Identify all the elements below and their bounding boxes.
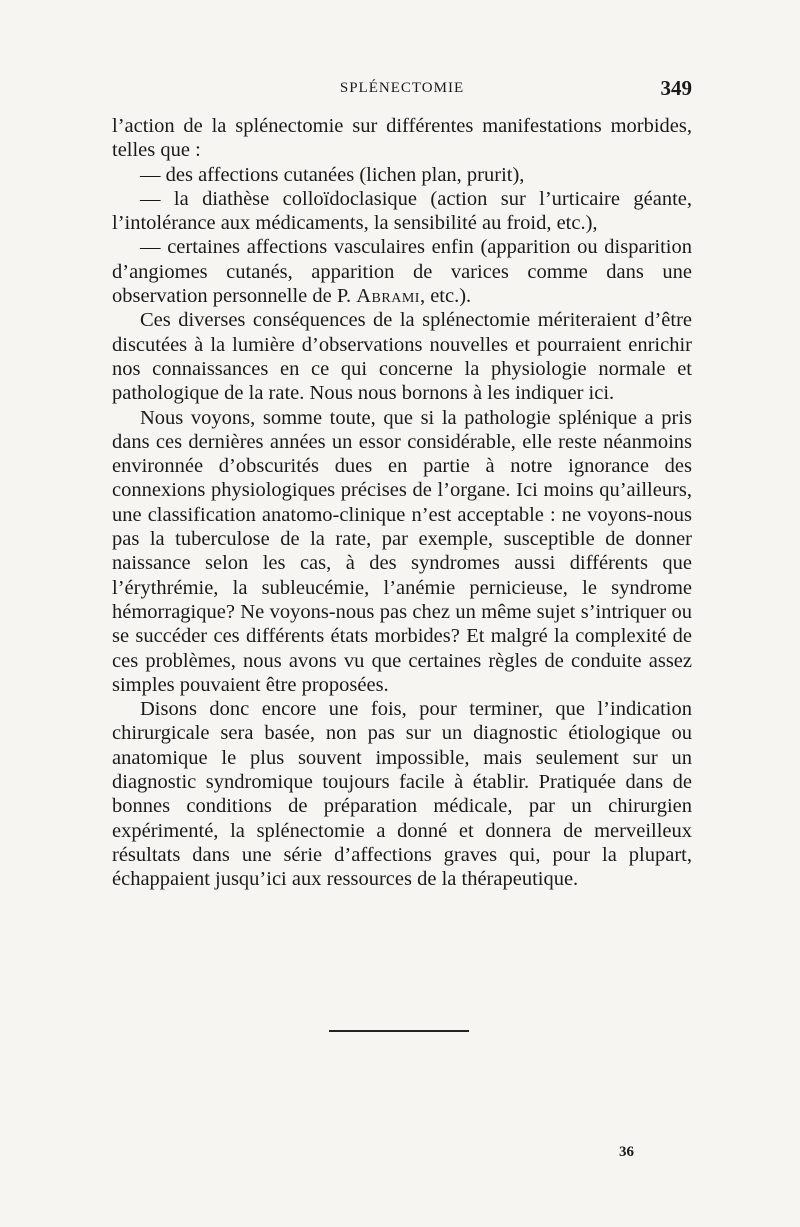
printer-signature: 36 bbox=[619, 1144, 634, 1160]
paragraph-text: , etc.). bbox=[419, 285, 472, 308]
list-item: — la diathèse colloïdoclasique (action sur l’urticaire géante, l’intolérance aux médicaments, la sensibilité au froid, etc.), bbox=[112, 187, 692, 235]
paragraph: Nous voyons, somme toute, que si la pathologie splénique a pris dans ces dernières années un essor considérable, elle reste néanmoins environnée d’obscurités dues en partie à notre ignorance des connexions physiologiques précises de l’organe. Ici moins qu’ailleurs, une classification anatomo-clinique n’est acceptable : ne voyons-nous pas la tuberculose de la rate, par exemple, susceptible de donner naissance selon les cas, à des syndromes aussi différents que l’érythrémie, la subleucémie, l’anémie pernicieuse, le syndrome hémorragique? Ne voyons-nous pas chez un même sujet s’intriquer ou se succéder ces différents états morbides? Et malgré la complexité de ces problèmes, nous avons vu que certaines règles de conduite assez simples pouvaient être proposées. bbox=[112, 406, 692, 696]
list-item bbox=[112, 235, 692, 308]
author-name: Abrami bbox=[356, 285, 420, 308]
paragraph-text: — certaines affections vasculaires enfin (apparition ou disparition d’angiomes cutanés, apparition de varices comme dans une observation personnelle de P. bbox=[112, 236, 692, 308]
paragraph: Disons donc encore une fois, pour terminer, que l’indication chirurgicale sera basée, non pas sur un diagnostic étiologique ou anatomique le plus souvent impossible, mais seulement sur un diagnostic syndromique toujours facile à établir. Pratiquée dans de bonnes conditions de préparation médicale, par un chirurgien expérimenté, la splénectomie a donné et donnera de merveilleux résultats dans une série d’affections graves qui, pour la plupart, échappaient jusqu’ici aux ressources de la thérapeutique. bbox=[112, 698, 692, 891]
list-item: — des affections cutanées (lichen plan, prurit), bbox=[140, 163, 525, 186]
paragraph: Ces diverses conséquences de la splénectomie mériteraient d’être discutées à la lumière d’observations nouvelles et pourraient enrichir nos connaissances en ce qui concerne la physiologie normale et pathologique de la rate. Nous nous bornons à les indiquer ici. bbox=[112, 309, 692, 405]
body-text bbox=[112, 114, 692, 892]
page-number: 349 bbox=[660, 76, 692, 100]
page-header bbox=[112, 76, 692, 102]
paragraph: l’action de la splénectomie sur différentes manifestations morbides, telles que : bbox=[112, 115, 692, 162]
running-head: SPLÉNECTOMIE bbox=[339, 80, 465, 96]
closing-rule bbox=[329, 1030, 469, 1032]
